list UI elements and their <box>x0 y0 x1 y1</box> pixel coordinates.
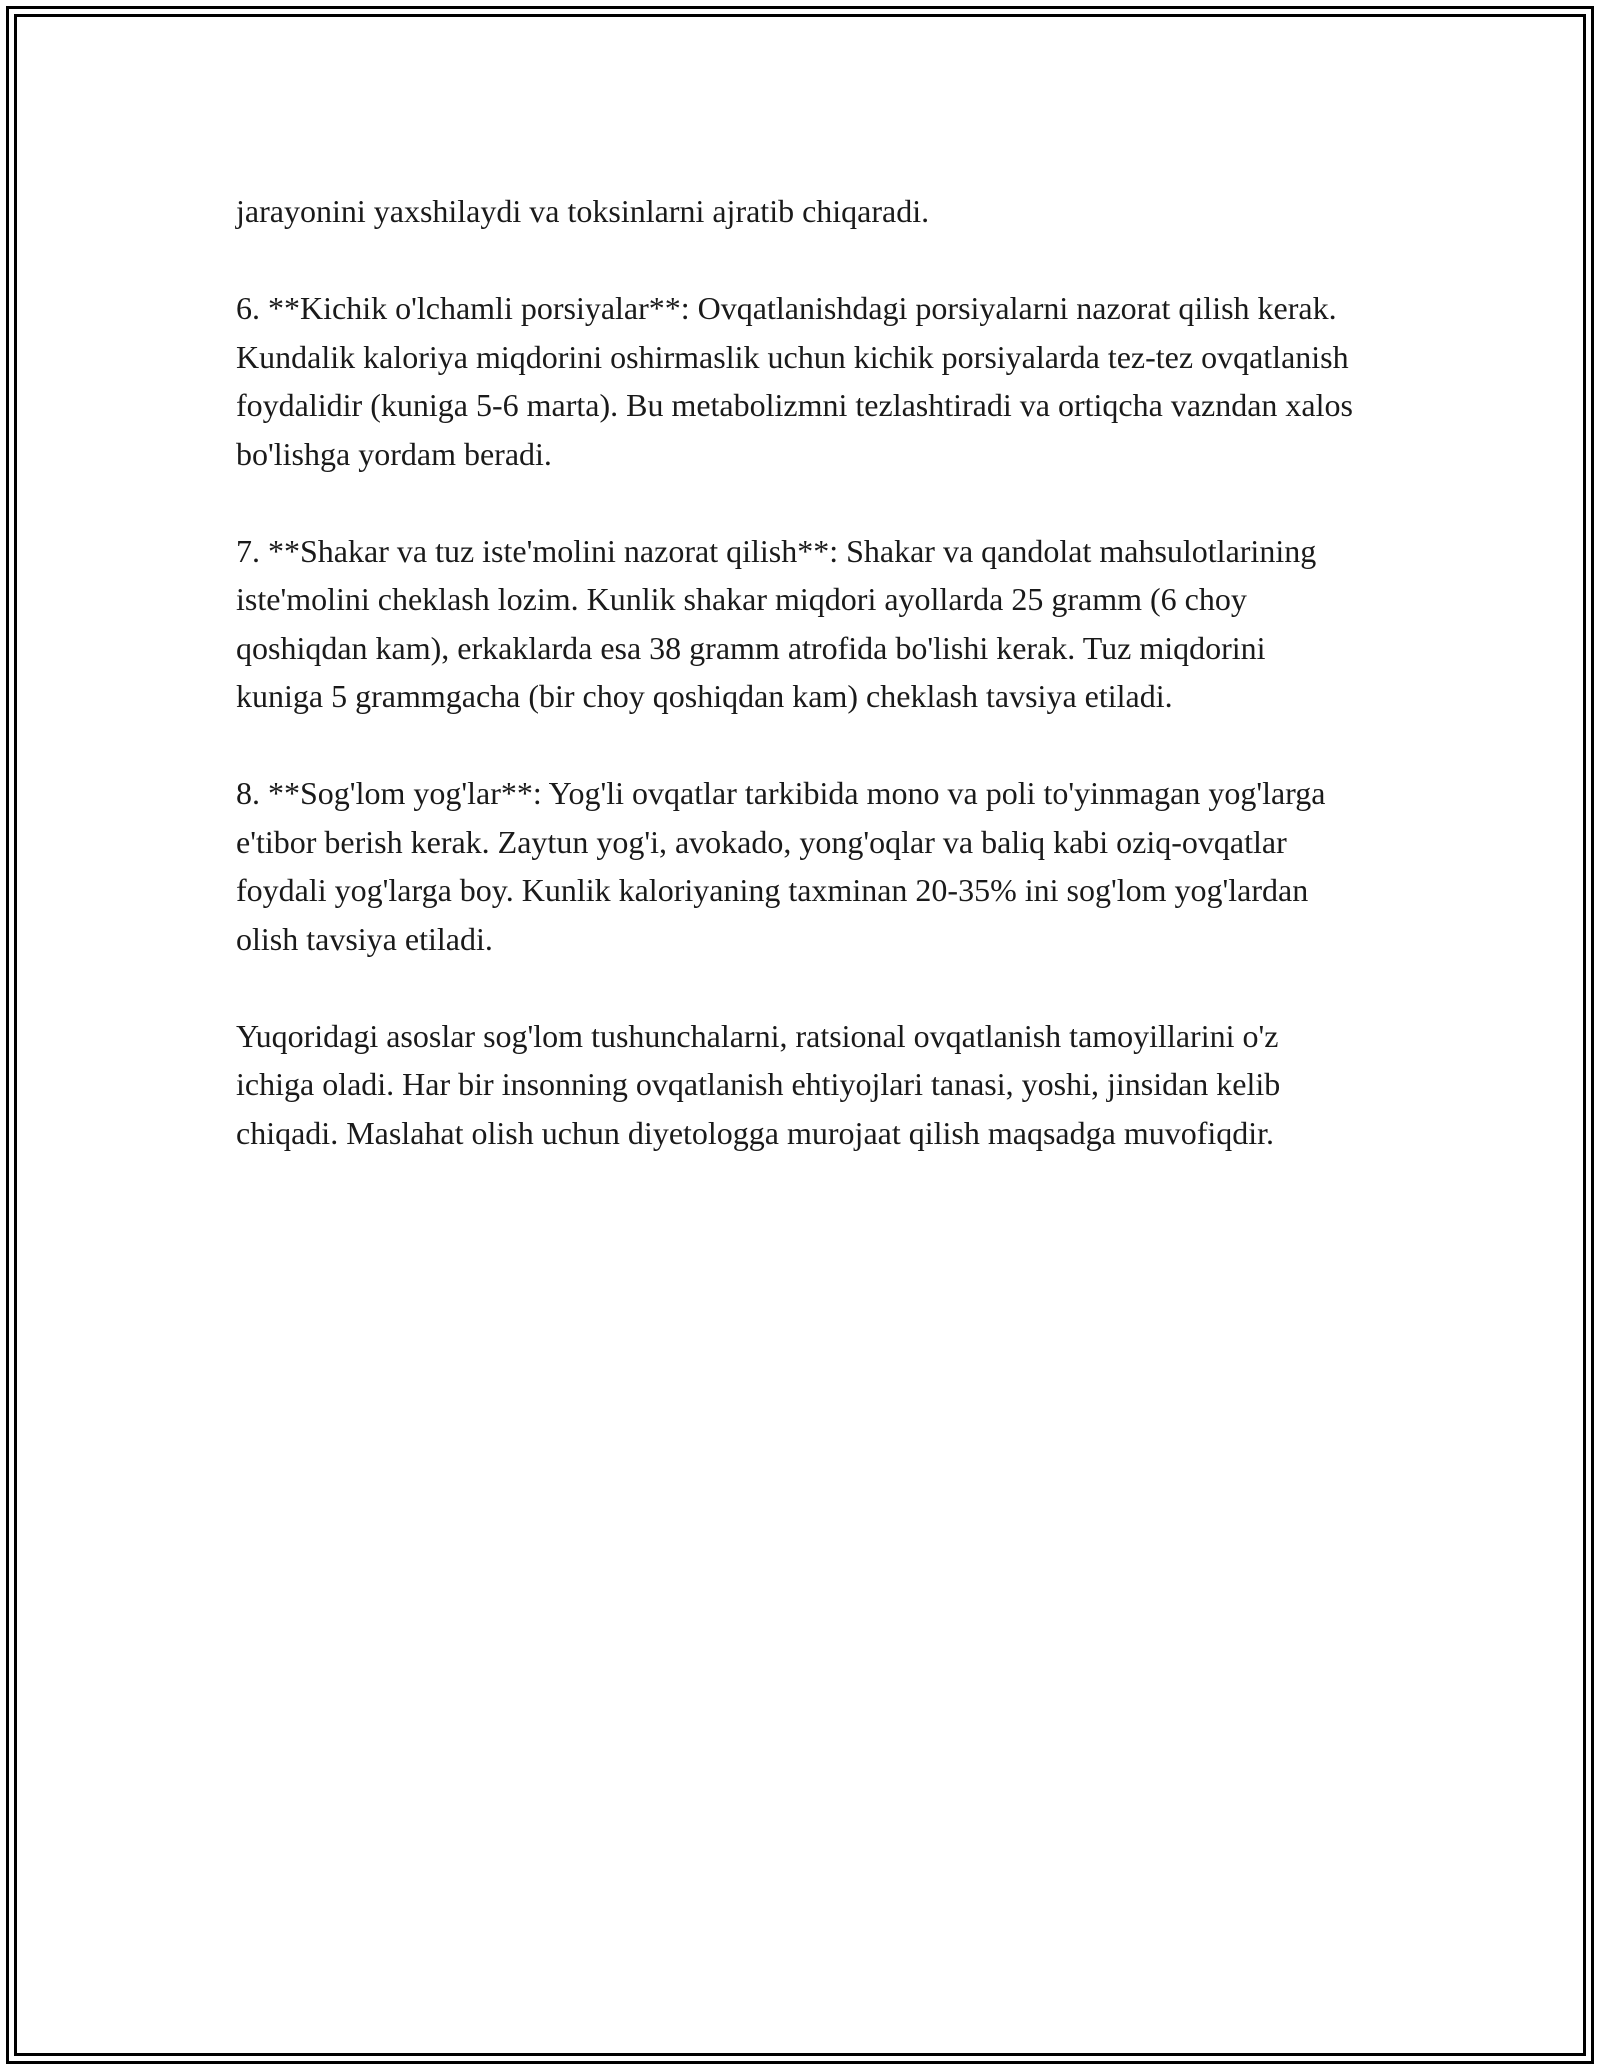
paragraph-item-8-healthy-fats: 8. **Sog'lom yog'lar**: Yog'li ovqatlar tarkibida mono va poli to'yinmagan yog'larga e'tibor berish kerak. Zaytun yog'i, avokado, yong'oqlar va baliq kabi oziq-ovqatlar foydali yog'larga boy. Kunlik kaloriyaning taxminan 20-35% ini sog'lom yog'lardan olish tavsiya etiladi. <box>236 775 1326 957</box>
paragraph-item-7-sugar-salt: 7. **Shakar va tuz iste'molini nazorat qilish**: Shakar va qandolat mahsulotlarining iste'molini cheklash lozim. Kunlik shakar miqdori ayollarda 25 gramm (6 choy qoshiqdan kam), erkaklarda esa 38 gramm atrofida bo'lishi kerak. Tuz miqdorini kuniga 5 grammgacha (bir choy qoshiqdan kam) cheklash tavsiya etiladi. <box>236 532 1317 714</box>
paragraph-continuation: jarayonini yaxshilaydi va toksinlarni ajratib chiqaradi. <box>236 193 930 229</box>
paragraph-item-6-portion-sizes: 6. **Kichik o'lchamli porsiyalar**: Ovqatlanishdagi porsiyalarni nazorat qilish kerak. Kundalik kaloriya miqdorini oshirmaslik uchun kichik porsiyalarda tez-tez ovqatlanish foydalidir (kuniga 5-6 marta). Bu metabolizmni tezlashtiradi va ortiqcha vazndan xalos bo'lishga yordam beradi. <box>236 290 1353 472</box>
document-body <box>236 187 1356 1157</box>
paragraph-conclusion: Yuqoridagi asoslar sog'lom tushunchalarni, ratsional ovqatlanish tamoyillarini o'z ichiga oladi. Har bir insonning ovqatlanish ehtiyojlari tanasi, yoshi, jinsidan kelib chiqadi. Maslahat olish uchun diyetologga murojaat qilish maqsadga muvofiqdir. <box>236 1017 1281 1151</box>
